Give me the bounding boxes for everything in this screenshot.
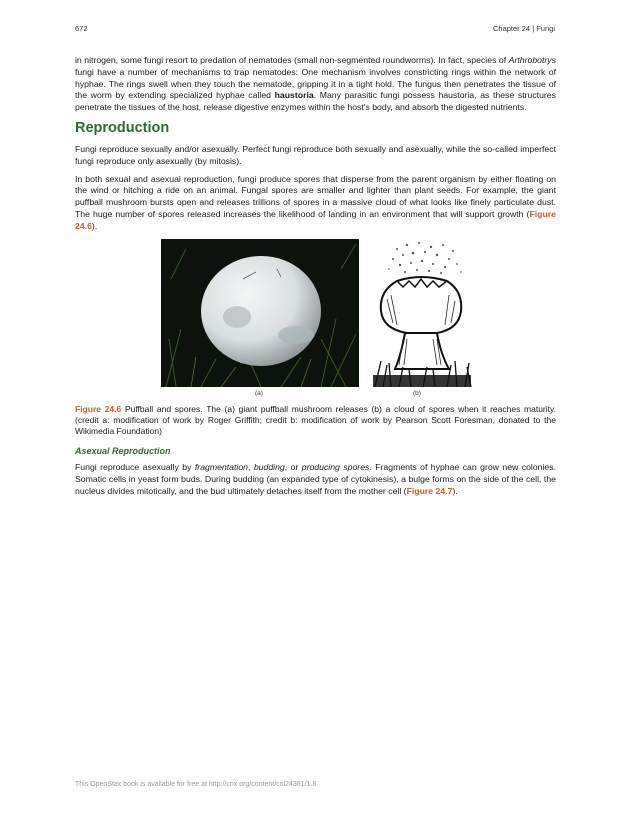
puffball-drawing-image xyxy=(367,239,475,387)
paragraph-predation: in nitrogen, some fungi resort to predation of nematodes (small non-segmented roundworms). In fact, species of Arthrobotrys fungi have a number of mechanisms to trap nematodes: One mechanism involves constricting rings within the network of hyphae. The rings swell when they touch the nematode, gripping it in a tight hold. The fungus then penetrates the tissue of the worm by extending specialized hyphae called haustoria. Many parasitic fungi possess haustoria, as these structures penetrate the tissues of the host, release digestive enzymes within the host's body, and absorb the digested nutrients. xyxy=(75,55,556,113)
page-content xyxy=(75,55,556,504)
subsection-title-asexual: Asexual Reproduction xyxy=(75,446,171,457)
figure-number: Figure 24.6 xyxy=(75,403,122,414)
section-title-reproduction: Reproduction xyxy=(75,119,170,136)
page-footer: This OpenStax book is available for free at http://cnx.org/content/col24361/1.8 xyxy=(75,781,317,788)
puffball-photo xyxy=(161,239,359,387)
genus-name: Arthrobotrys xyxy=(508,55,556,65)
figure-24-6-link[interactable]: Figure 24.6 xyxy=(75,208,556,231)
puffball-drawing xyxy=(367,239,475,387)
paragraph-asexual: Fungi reproduce asexually by fragmentation, budding, or producing spores. Fragments of hyphae can grow new colonies. Somatic cells in yeast form buds. During budding (an expanded type of cytokinesis), a bulge forms on the side of the cell, the nucleus divides mitotically, and the bud ultimately detaches itself from the mother cell (Figure 24.7). xyxy=(75,462,557,496)
figure-caption: Figure 24.6 Puffball and spores. The (a) giant puffball mushroom releases (b) a cloud of spores when it reaches maturity. (credit a: modification of work by Roger Griffith; credit b: modification of work by Pearson Scott Foresman, donated to the Wikimedia Foundation) xyxy=(75,403,556,436)
chapter-header: Chapter 24 | Fungi xyxy=(493,24,555,33)
term-haustoria: haustoria xyxy=(274,90,314,101)
puffball-photo-image xyxy=(161,239,359,387)
figure-24-6 xyxy=(75,239,556,404)
subfigure-label-b: (b) xyxy=(413,389,421,397)
figure-24-7-link[interactable]: Figure 24.7 xyxy=(406,485,453,496)
subfigure-label-a: (a) xyxy=(255,389,263,397)
page-number: 672 xyxy=(75,24,88,33)
paragraph-perfect-fungi: Fungi reproduce sexually and/or asexually. Perfect fungi reproduce both sexually and asexually, while the so-called imperfect fungi reproduce only asexually (by mitosis). xyxy=(75,143,556,166)
paragraph-spores: In both sexual and asexual reproduction, fungi produce spores that disperse from the parent organism by either floating on the wind or hitching a ride on an animal. Fungal spores are smaller and lighter than plant seeds. For example, the giant puffball mushroom bursts open and releases trillions of spores in a massive cloud of what looks like finely particulate dust. The huge number of spores released increases the likelihood of landing in an environment that will support growth (Figure 24.6). xyxy=(75,173,556,231)
